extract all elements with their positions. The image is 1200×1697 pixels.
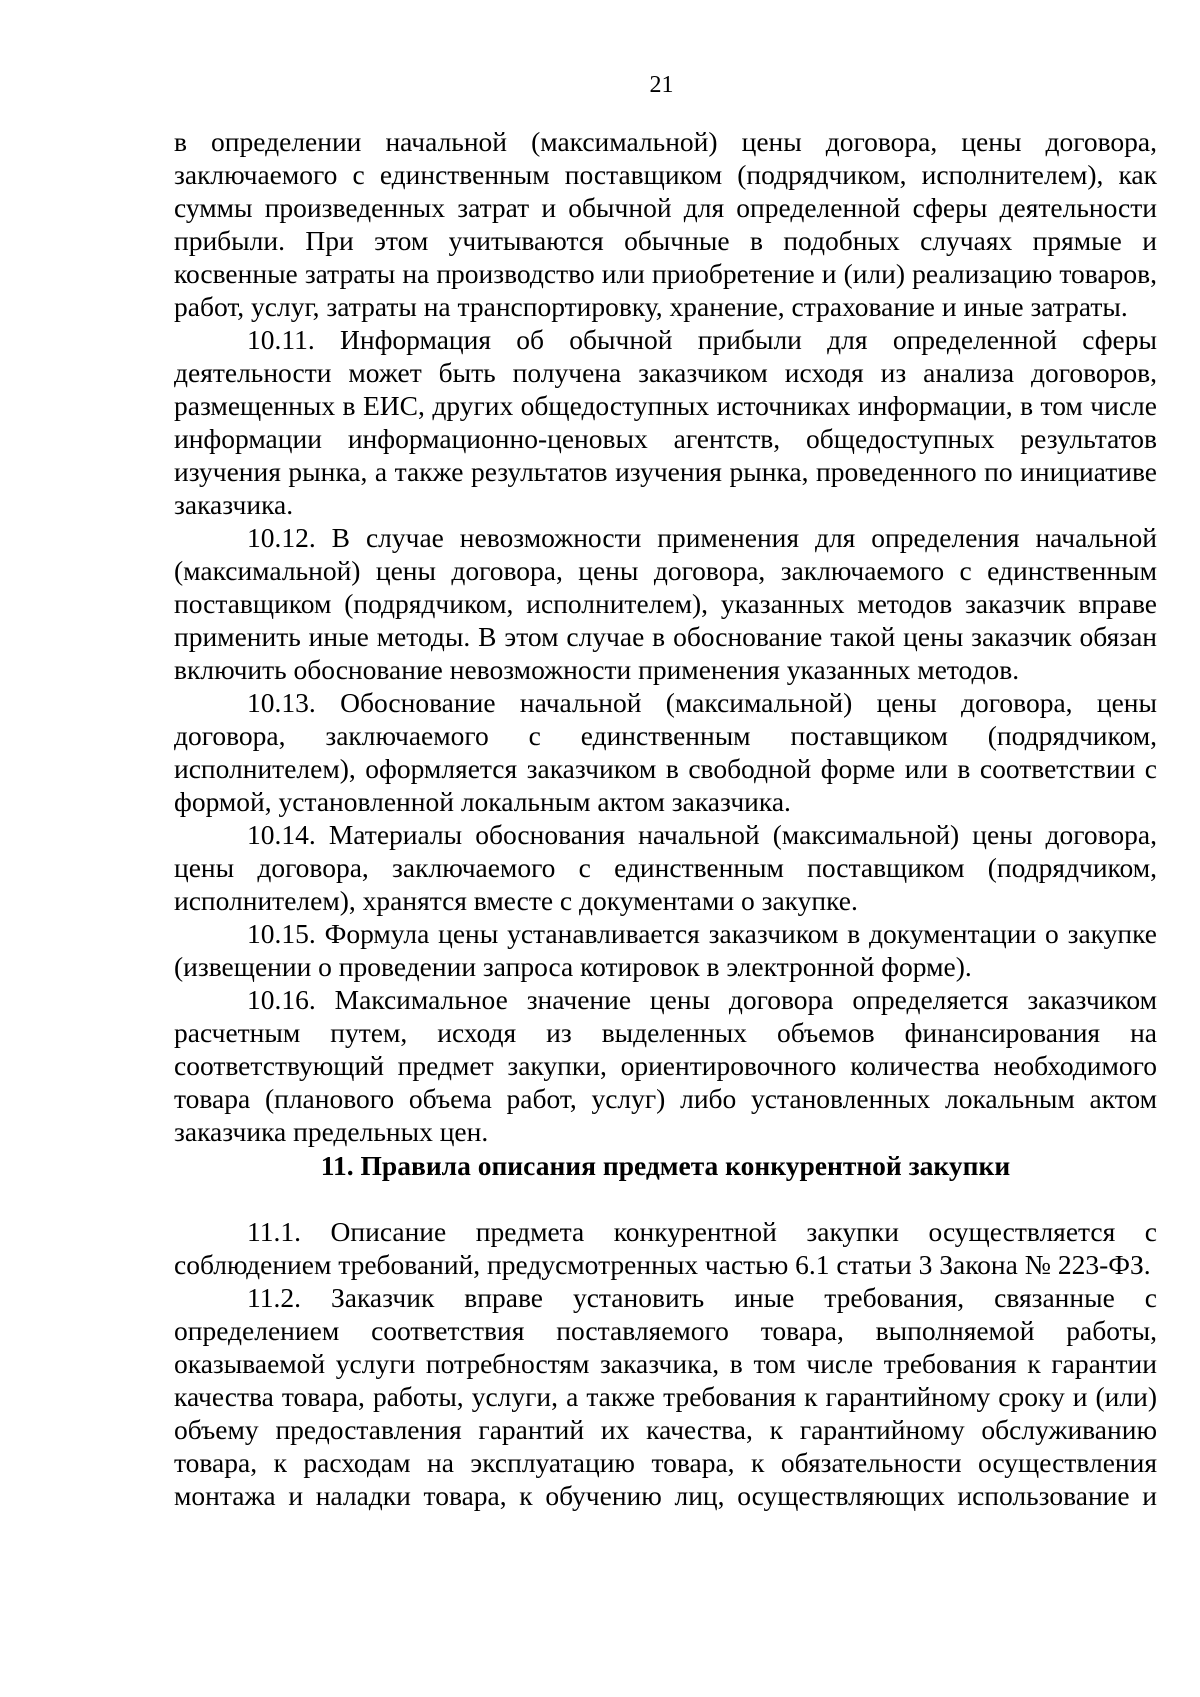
section-heading: 11. Правила описания предмета конкурентной закупки xyxy=(320,1150,1011,1181)
paragraph-10-15: 10.15. Формула цены устанавливается заказчиком в документации о закупке (извещении о проведении запроса котировок в электронной форме). xyxy=(174,918,1157,982)
paragraph-11-1: 11.1. Описание предмета конкурентной закупки осуществляется с соблюдением требований, предусмотренных частью 6.1 статьи 3 Закона № 223-ФЗ. xyxy=(174,1216,1157,1280)
paragraph-10-12: 10.12. В случае невозможности применения для определения начальной (максимальной) цены договора, цены договора, заключаемого с единственным поставщиком (подрядчиком, исполнителем), указанных методов заказчик вправе применить иные методы. В этом случае в обоснование такой цены заказчик обязан включить обоснование невозможности применения указанных методов. xyxy=(174,522,1157,685)
paragraph-continuation: в определении начальной (максимальной) цены договора, цены договора, заключаемого с единственным поставщиком (подрядчиком, исполнителем), как суммы произведенных затрат и обычной для определенной сферы деятельности прибыли. При этом учитываются обычные в подобных случаях прямые и косвенные затраты на производство или приобретение и (или) реализацию товаров, работ, услуг, затраты на транспортировку, хранение, страхование и иные затраты. xyxy=(174,126,1157,322)
heading-spacer xyxy=(174,1182,1157,1215)
paragraph-10-11: 10.11. Информация об обычной прибыли для определенной сферы деятельности может быть получена заказчиком исходя из анализа договоров, размещенных в ЕИС, других общедоступных источниках информации, в том числе информации информационно-ценовых агентств, общедоступных результатов изучения рынка, а также результатов изучения рынка, проведенного по инициативе заказчика. xyxy=(174,324,1157,520)
paragraph-10-13: 10.13. Обоснование начальной (максимальной) цены договора, цены договора, заключаемого с единственным поставщиком (подрядчиком, исполнителем), оформляется заказчиком в свободной форме или в соответствии с формой, установленной локальным актом заказчика. xyxy=(174,687,1157,817)
paragraph-10-14: 10.14. Материалы обоснования начальной (максимальной) цены договора, цены договора, заключаемого с единственным поставщиком (подрядчиком, исполнителем), хранятся вместе с документами о закупке. xyxy=(174,819,1157,916)
paragraph-11-2: 11.2. Заказчик вправе установить иные требования, связанные с определением соответствия поставляемого товара, выполняемой работы, оказываемой услуги потребностям заказчика, в том числе требования к гарантии качества товара, работы, услуги, а также требования к гарантийному сроку и (или) объему предоставления гарантий их качества, к гарантийному обслуживанию товара, к расходам на эксплуатацию товара, к обязательности осуществления монтажа и наладки товара, к обучению лиц, осуществляющих использование и xyxy=(174,1282,1157,1511)
document-body xyxy=(174,125,1157,1512)
paragraph-10-16: 10.16. Максимальное значение цены договора определяется заказчиком расчетным путем, исходя из выделенных объемов финансирования на соответствующий предмет закупки, ориентировочного количества необходимого товара (планового объема работ, услуг) либо установленных локальным актом заказчика предельных цен. xyxy=(174,984,1157,1147)
page-number: 21 xyxy=(649,72,674,98)
